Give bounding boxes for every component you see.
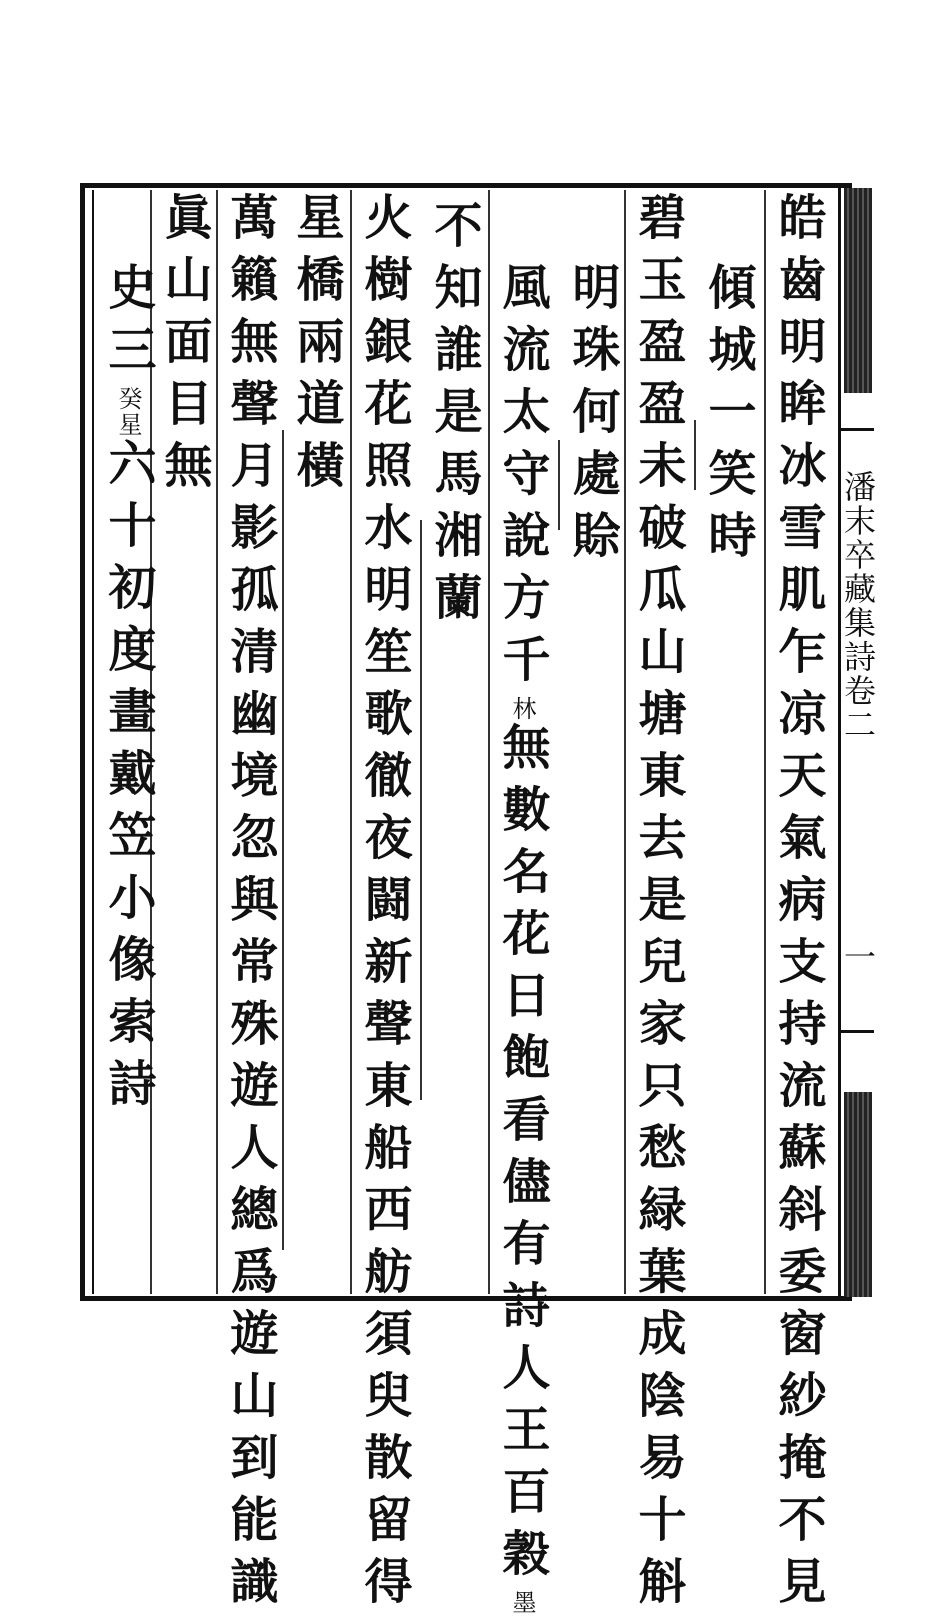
column-5-text-b: 無數名花日飽看儘有詩人王百穀 [494, 722, 550, 1590]
column-rule [216, 190, 218, 1294]
banxin-black-bottom [844, 1092, 872, 1297]
text-column-11 [100, 262, 156, 1120]
text-column-3: 碧玉盈盈未破瓜山塘東去是兒家只愁緑葉成陰易十斛 [630, 192, 686, 1618]
text-column-5 [494, 262, 550, 1616]
column-11-text-b: 六十初度畫戴笠小像索詩 [100, 438, 156, 1120]
text-column-6: 不知誰是馬湘蘭 [426, 200, 482, 634]
fishtail-top [838, 428, 874, 450]
column-rule [420, 520, 422, 1100]
text-column-8: 星橋兩道橫 [288, 192, 344, 502]
banxin-title: 潘末卒藏集詩卷二 [839, 470, 877, 742]
column-rule [558, 440, 560, 530]
column-5-note-b: 墨 [508, 1590, 536, 1616]
column-11-note: 癸星 [114, 386, 142, 438]
column-5-note-a: 林 [508, 696, 536, 722]
frame-inner-line [92, 190, 94, 1294]
column-rule [624, 190, 626, 1294]
fishtail-bottom [838, 1030, 874, 1052]
text-column-10: 眞山面目無 [156, 192, 212, 502]
text-column-7: 火樹銀花照水明笙歌徹夜闘新聲東船西舫須臾散留得 [356, 192, 412, 1618]
column-rule [282, 430, 284, 1250]
column-rule [764, 190, 766, 1294]
text-column-4: 明珠何處賒 [564, 262, 620, 572]
text-column-9: 萬籟無聲月影孤清幽境忽與常殊遊人總爲遊山到能識 [222, 192, 278, 1618]
column-11-text-a: 史三 [100, 262, 156, 386]
column-rule [350, 190, 352, 1294]
column-rule [488, 190, 490, 1294]
column-rule [694, 420, 696, 490]
banxin-page-number: 一 [839, 940, 877, 972]
column-5-text-a: 風流太守說方千 [494, 262, 550, 696]
text-column-2: 傾城一笑時 [700, 262, 756, 572]
banxin-black-top [844, 188, 872, 393]
text-column-1: 皓齒明眸冰雪肌乍凉天氣病支持流蘇斜委窗紗掩不見 [770, 192, 826, 1618]
